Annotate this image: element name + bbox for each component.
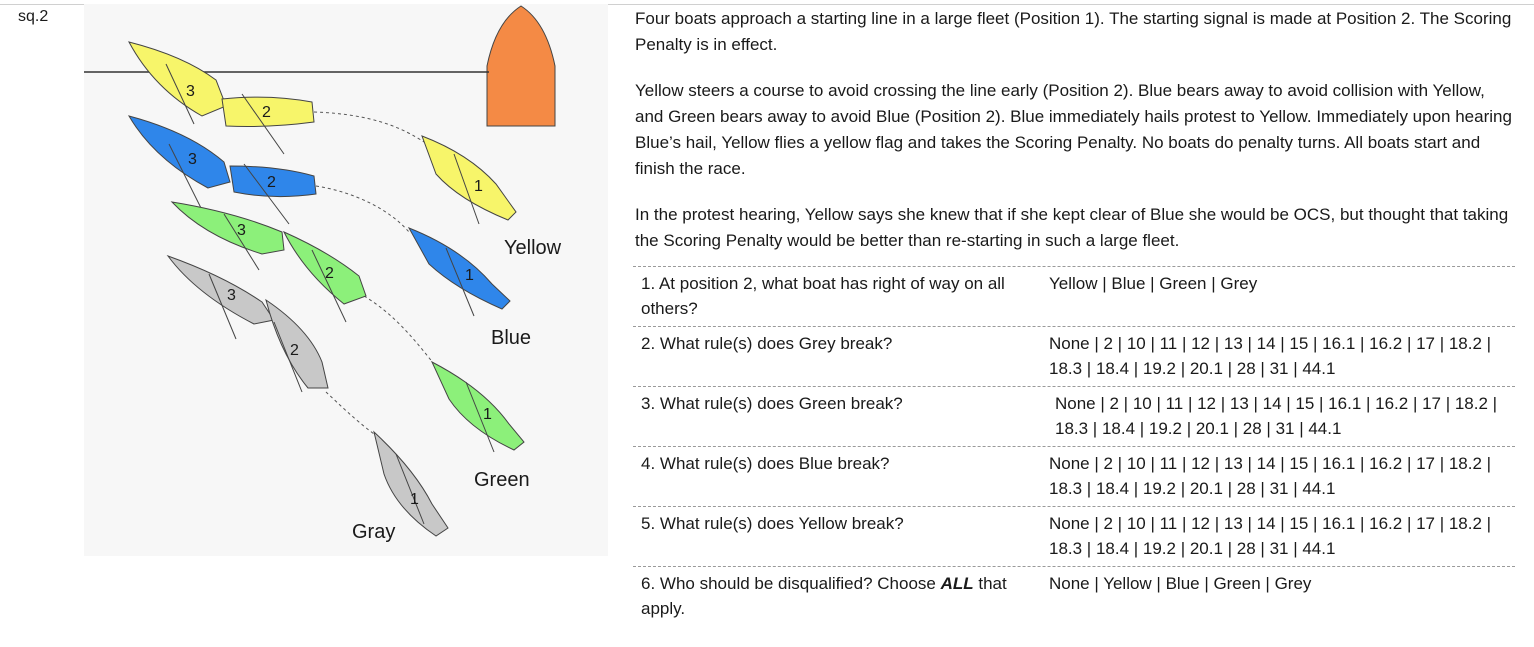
question-5-options[interactable]: None | 2 | 10 | 11 | 12 | 13 | 14 | 15 | 16.1 | 16.2 | 17 | 18.2 | 18.3 | 18.4 | 19.2 | 20.1 | 28 | 31 | 44.1 xyxy=(1049,514,1492,558)
scenario-text xyxy=(635,6,1515,274)
question-id: sq.2 xyxy=(18,8,49,25)
question-6-options[interactable]: None | Yellow | Blue | Green | Grey xyxy=(1049,574,1312,593)
gray-boat-3-number: 3 xyxy=(227,287,236,304)
blue-path xyxy=(316,186,409,232)
blue-boat-1 xyxy=(409,228,510,316)
label-blue: Blue xyxy=(491,327,532,349)
gray-boat-2 xyxy=(266,300,328,392)
question-6-emphasis: ALL xyxy=(940,574,974,593)
scenario-paragraph-2: Yellow steers a course to avoid crossing the line early (Position 2). Blue bears away to avoid collision with Yellow, and Green bears away to avoid Blue (Position 2). Blue immediately hails protest to Yellow. Immediately upon hearing Blue’s hail, Yellow flies a yellow flag and takes the Scoring Penalty. No boats do penalty turns. All boats start and finish the race. xyxy=(635,81,1512,178)
question-row-4 xyxy=(633,446,1515,506)
yellow-boat-3 xyxy=(129,42,226,124)
committee-boat xyxy=(487,6,555,126)
question-5-text: 5. What rule(s) does Yellow break? xyxy=(641,514,904,533)
label-gray: Gray xyxy=(352,521,396,543)
yellow-path xyxy=(314,112,424,142)
blue-boat-3 xyxy=(129,116,230,214)
green-path xyxy=(364,296,434,364)
blue-boat-2 xyxy=(230,164,316,224)
blue-boat-2-number: 2 xyxy=(267,174,276,191)
label-green: Green xyxy=(474,469,530,491)
question-3-text: 3. What rule(s) does Green break? xyxy=(641,394,903,413)
green-boat-1 xyxy=(432,362,524,452)
question-2-options[interactable]: None | 2 | 10 | 11 | 12 | 13 | 14 | 15 | 16.1 | 16.2 | 17 | 18.2 | 18.3 | 18.4 | 19.2 | 20.1 | 28 | 31 | 44.1 xyxy=(1049,334,1492,378)
question-2-text: 2. What rule(s) does Grey break? xyxy=(641,334,893,353)
question-3-options[interactable]: None | 2 | 10 | 11 | 12 | 13 | 14 | 15 | 16.1 | 16.2 | 17 | 18.2 | 18.3 | 18.4 | 19.2 | 20.1 | 28 | 31 | 44.1 xyxy=(1055,394,1498,438)
question-row-6 xyxy=(633,566,1515,626)
question-6-text xyxy=(633,571,1045,621)
blue-boat-3-number: 3 xyxy=(188,151,197,168)
yellow-boat-2-number: 2 xyxy=(262,104,271,121)
yellow-boat-2 xyxy=(222,94,314,154)
question-row-5 xyxy=(633,506,1515,566)
label-yellow: Yellow xyxy=(504,237,562,259)
question-4-text: 4. What rule(s) does Blue break? xyxy=(641,454,890,473)
question-4-options[interactable]: None | 2 | 10 | 11 | 12 | 13 | 14 | 15 | 16.1 | 16.2 | 17 | 18.2 | 18.3 | 18.4 | 19.2 | 20.1 | 28 | 31 | 44.1 xyxy=(1049,454,1492,498)
gray-boat-2-number: 2 xyxy=(290,342,299,359)
gray-path xyxy=(326,392,374,434)
question-1-text: 1. At position 2, what boat has right of way on all others? xyxy=(641,274,1005,318)
question-row-3 xyxy=(633,386,1515,446)
boat-diagram xyxy=(84,4,608,556)
scenario-paragraph-3: In the protest hearing, Yellow says she knew that if she kept clear of Blue she would be OCS, but thought that taking the Scoring Penalty would be better than re-starting in such a large fleet. xyxy=(635,205,1509,250)
question-1-options[interactable]: Yellow | Blue | Green | Grey xyxy=(1049,274,1258,293)
question-row-1 xyxy=(633,266,1515,326)
yellow-boat-1 xyxy=(422,136,516,224)
green-boat-2 xyxy=(284,232,366,322)
scenario-paragraph-1: Four boats approach a starting line in a large fleet (Position 1). The starting signal is made at Position 2. The Scoring Penalty is in effect. xyxy=(635,9,1512,54)
yellow-boat-3-number: 3 xyxy=(186,83,195,100)
yellow-boat-1-number: 1 xyxy=(474,178,483,195)
gray-boat-1-number: 1 xyxy=(410,491,419,508)
question-row-2 xyxy=(633,326,1515,386)
question-6-text-before: 6. Who should be disqualified? Choose xyxy=(641,574,941,593)
green-boat-1-number: 1 xyxy=(483,406,492,423)
questions-table xyxy=(633,266,1515,626)
green-boat-3 xyxy=(172,202,284,270)
green-boat-3-number: 3 xyxy=(237,222,246,239)
blue-boat-1-number: 1 xyxy=(465,267,474,284)
green-boat-2-number: 2 xyxy=(325,265,334,282)
question-6-text-after: that apply. xyxy=(641,574,1007,618)
